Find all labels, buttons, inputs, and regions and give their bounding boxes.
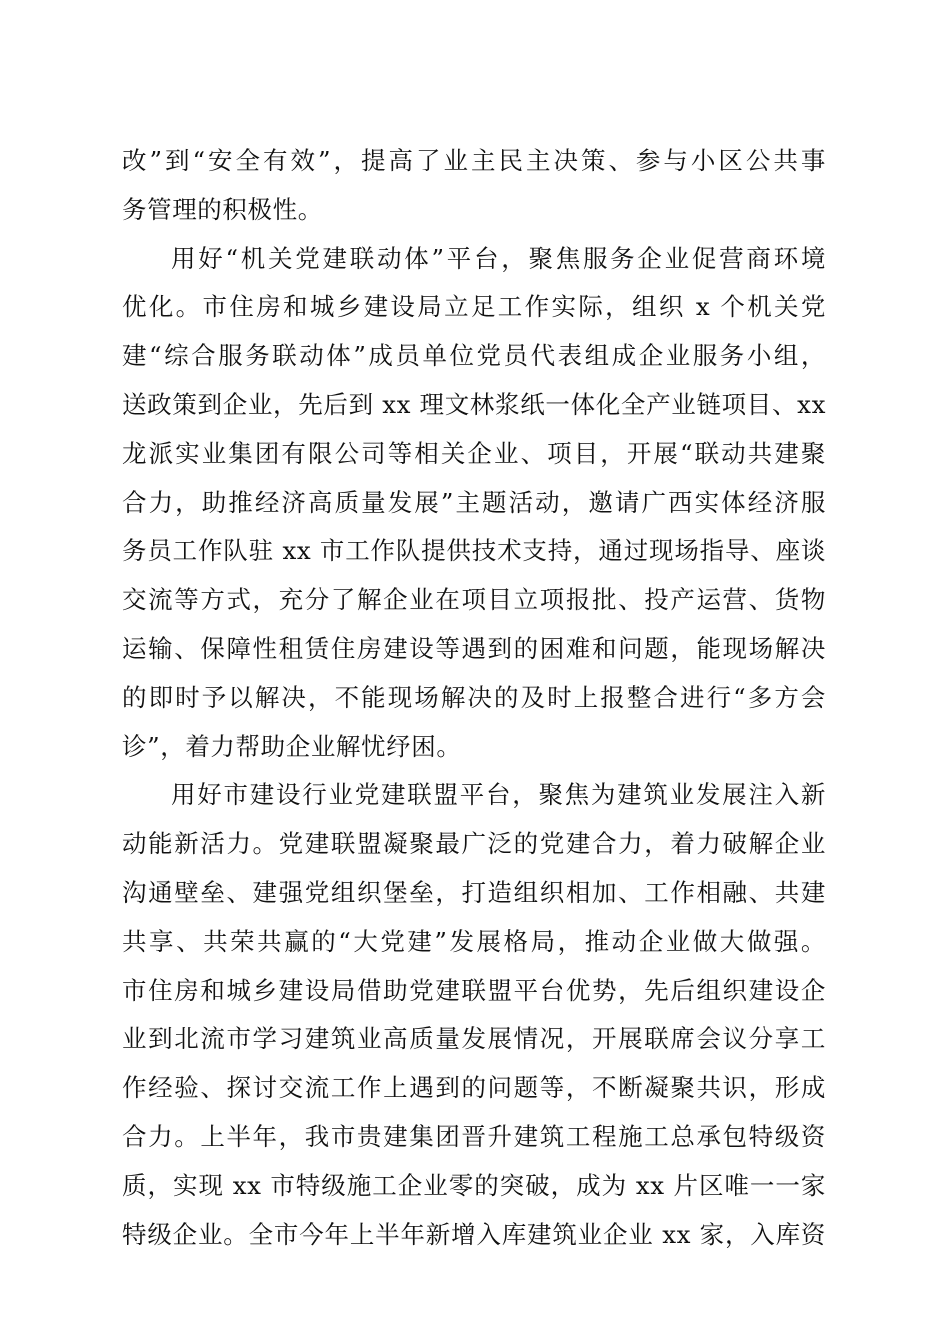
paragraph-3-line-3: 沟通壁垒、建强党组织堡垒，打造组织相加、工作相融、共建	[122, 877, 826, 907]
paragraph-3-line-8: 合力。上半年，我市贵建集团晋升建筑工程施工总承包特级资	[122, 1121, 826, 1151]
paragraph-2-line-6: 合力，助推经济高质量发展”主题活动，邀请广西实体经济服	[122, 487, 826, 517]
paragraph-2-line-7: 务员工作队驻 xx 市工作队提供技术支持，通过现场指导、座谈	[122, 536, 826, 566]
paragraph-3-line-9: 质，实现 xx 市特级施工企业零的突破，成为 xx 片区唯一一家	[122, 1170, 826, 1200]
paragraph-3-line-2: 动能新活力。党建联盟凝聚最广泛的党建合力，着力破解企业	[122, 829, 826, 859]
paragraph-2-line-8: 交流等方式，充分了解企业在项目立项报批、投产运营、货物	[122, 585, 826, 615]
paragraph-3-line-10: 特级企业。全市今年上半年新增入库建筑业企业 xx 家，入库资	[122, 1219, 826, 1249]
paragraph-2-line-4: 送政策到企业，先后到 xx 理文林浆纸一体化全产业链项目、xx	[122, 389, 826, 419]
paragraph-2-line-1: 用好“机关党建联动体”平台，聚焦服务企业促营商环境	[171, 243, 826, 273]
paragraph-3-line-5: 市住房和城乡建设局借助党建联盟平台优势，先后组织建设企	[122, 975, 826, 1005]
document-body	[122, 137, 826, 1259]
paragraph-3-line-7: 作经验、探讨交流工作上遇到的问题等，不断凝聚共识，形成	[122, 1073, 826, 1103]
paragraph-2-line-10: 的即时予以解决，不能现场解决的及时上报整合进行“多方会	[122, 682, 826, 712]
paragraph-3-line-4: 共享、共荣共赢的“大党建”发展格局，推动企业做大做强。	[122, 926, 826, 956]
paragraph-3-line-6: 业到北流市学习建筑业高质量发展情况，开展联席会议分享工	[122, 1024, 826, 1054]
paragraph-1-line-2: 务管理的积极性。	[122, 194, 323, 224]
paragraph-2-line-5: 龙派实业集团有限公司等相关企业、项目，开展“联动共建聚	[122, 438, 826, 468]
paragraph-3-line-1: 用好市建设行业党建联盟平台，聚焦为建筑业发展注入新	[171, 780, 826, 810]
paragraph-2-line-11: 诊”，着力帮助企业解忧纾困。	[122, 731, 462, 761]
paragraph-1-line-1: 改”到“安全有效”，提高了业主民主决策、参与小区公共事	[122, 146, 826, 175]
paragraph-2-line-2: 优化。市住房和城乡建设局立足工作实际，组织 x 个机关党	[122, 292, 826, 322]
paragraph-2-line-9: 运输、保障性租赁住房建设等遇到的困难和问题，能现场解决	[122, 633, 826, 663]
paragraph-2-line-3: 建“综合服务联动体”成员单位党员代表组成企业服务小组，	[122, 341, 826, 371]
